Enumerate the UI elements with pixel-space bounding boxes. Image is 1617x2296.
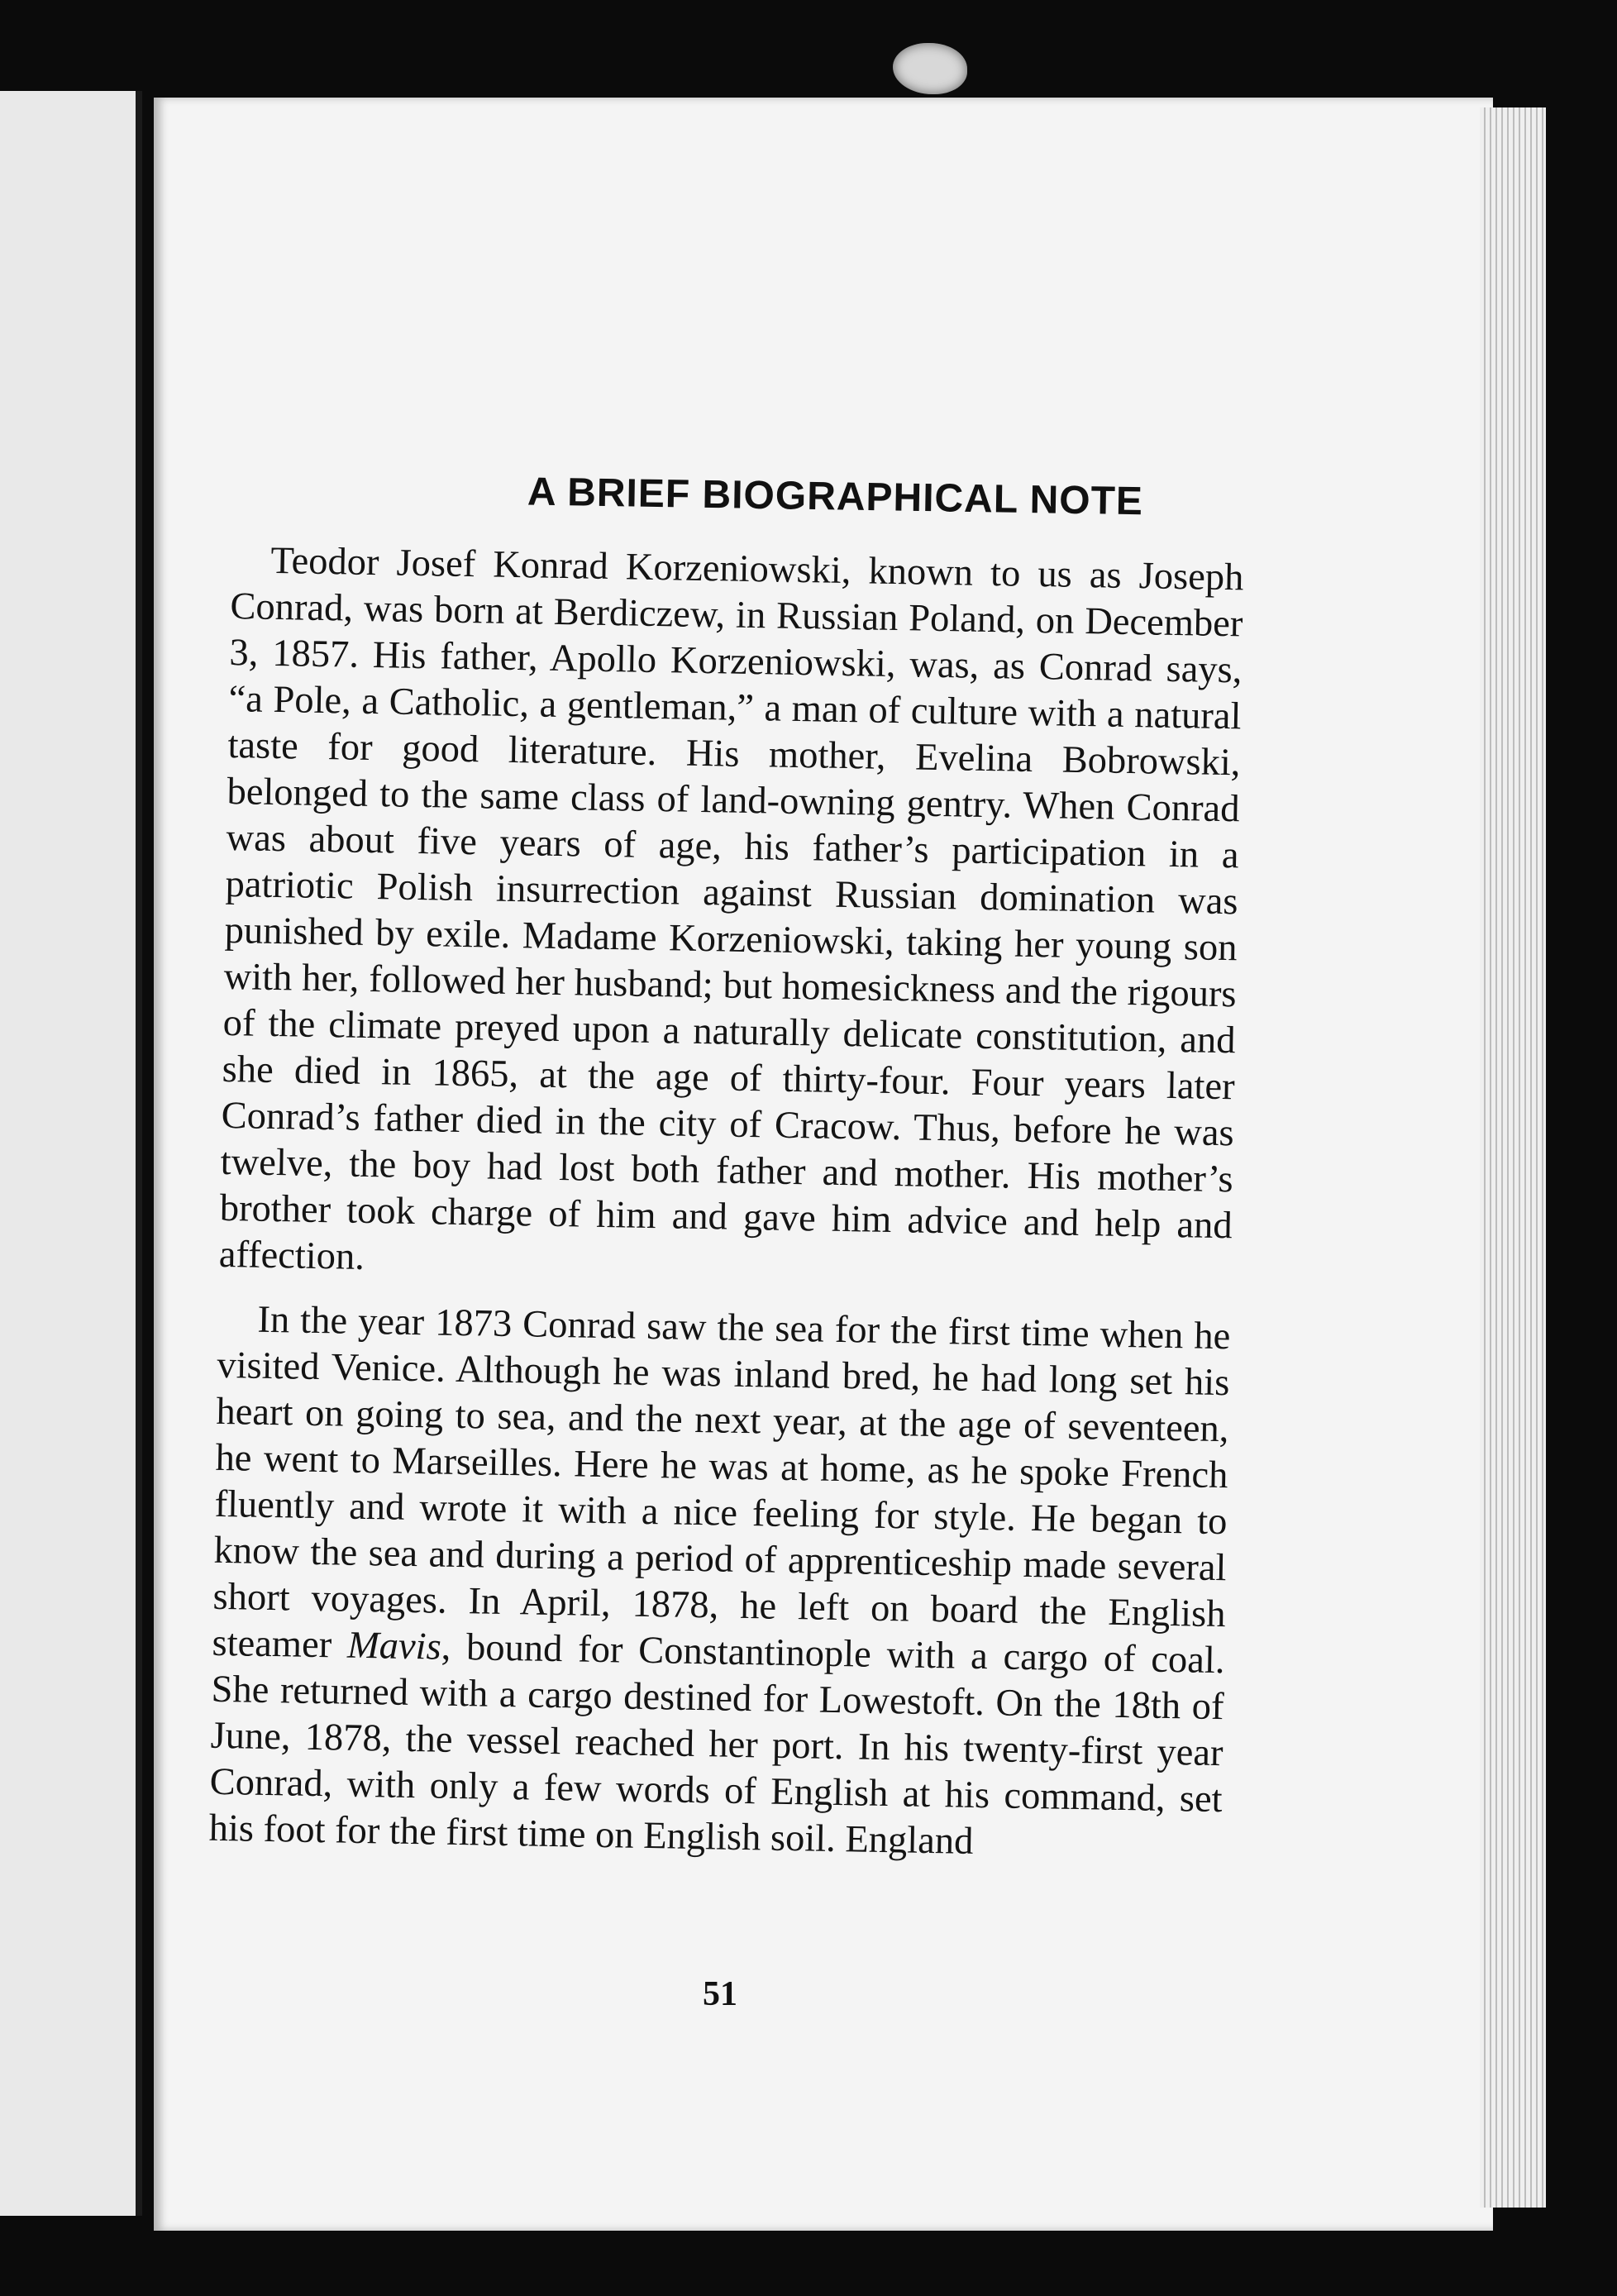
paragraph-2-end: , bound for Constantinople with a cargo of coal. She returned with a cargo destined for Lowestoft. On the 18th of June, 1878, the vessel reached her port. In his twenty-first year Conrad, with only a few words of English at his command, set his foot for the first time on English soil. England <box>208 1625 1225 1863</box>
page-number: 51 <box>703 1975 737 2013</box>
paper-blemish <box>893 43 967 94</box>
page-edge-stack <box>1480 107 1546 2208</box>
page-title: A BRIEF BIOGRAPHICAL NOTE <box>527 470 1144 524</box>
paragraph-2-start: In the year 1873 Conrad saw the sea for the first time when he visited Venice. Although he was inland bred, he had long set his heart on going to sea, and the next year, at the age of seventeen, he went to Marseilles. Here he was at home, as he spoke French fluently and wrote it with a nice feeling for style. He began to know the sea and during a period of apprenticeship made several short voyages. In April, 1878, he left on board the English steamer <box>212 1298 1231 1667</box>
facing-page-edge <box>0 91 142 2216</box>
paragraph-1: Teodor Josef Konrad Korzeniowski, known to us as Joseph Conrad, was born at Berdiczew, in Russian Poland, on December 3, 1857. His father, Apollo Korzeniowski, was, as Conrad says, “a Pole, a Catholic, a gentleman,” a man of culture with a natural taste for good literature. His mother, Evelina Bobrowski, belonged to the same class of land-owning gentry. When Conrad was about five years of age, his father’s participation in a patriotic Polish insurrection against Russian domination was punished by exile. Madame Korzeniowski, taking her young son with her, followed her husband; but homesickness and the rigours of the climate preyed upon a naturally delicate constitution, and she died in 1865, at the age of thirty-four. Four years later Conrad’s father died in the city of Cracow. Thus, before he was twelve, the boy had lost both father and mother. His mother’s brother took charge of him and gave him advice and help and affection. <box>218 539 1244 1278</box>
ship-name: Mavis <box>346 1624 442 1668</box>
paragraph-2 <box>208 1296 1231 1869</box>
body-text <box>208 537 1244 1869</box>
book-gutter <box>136 91 142 2216</box>
